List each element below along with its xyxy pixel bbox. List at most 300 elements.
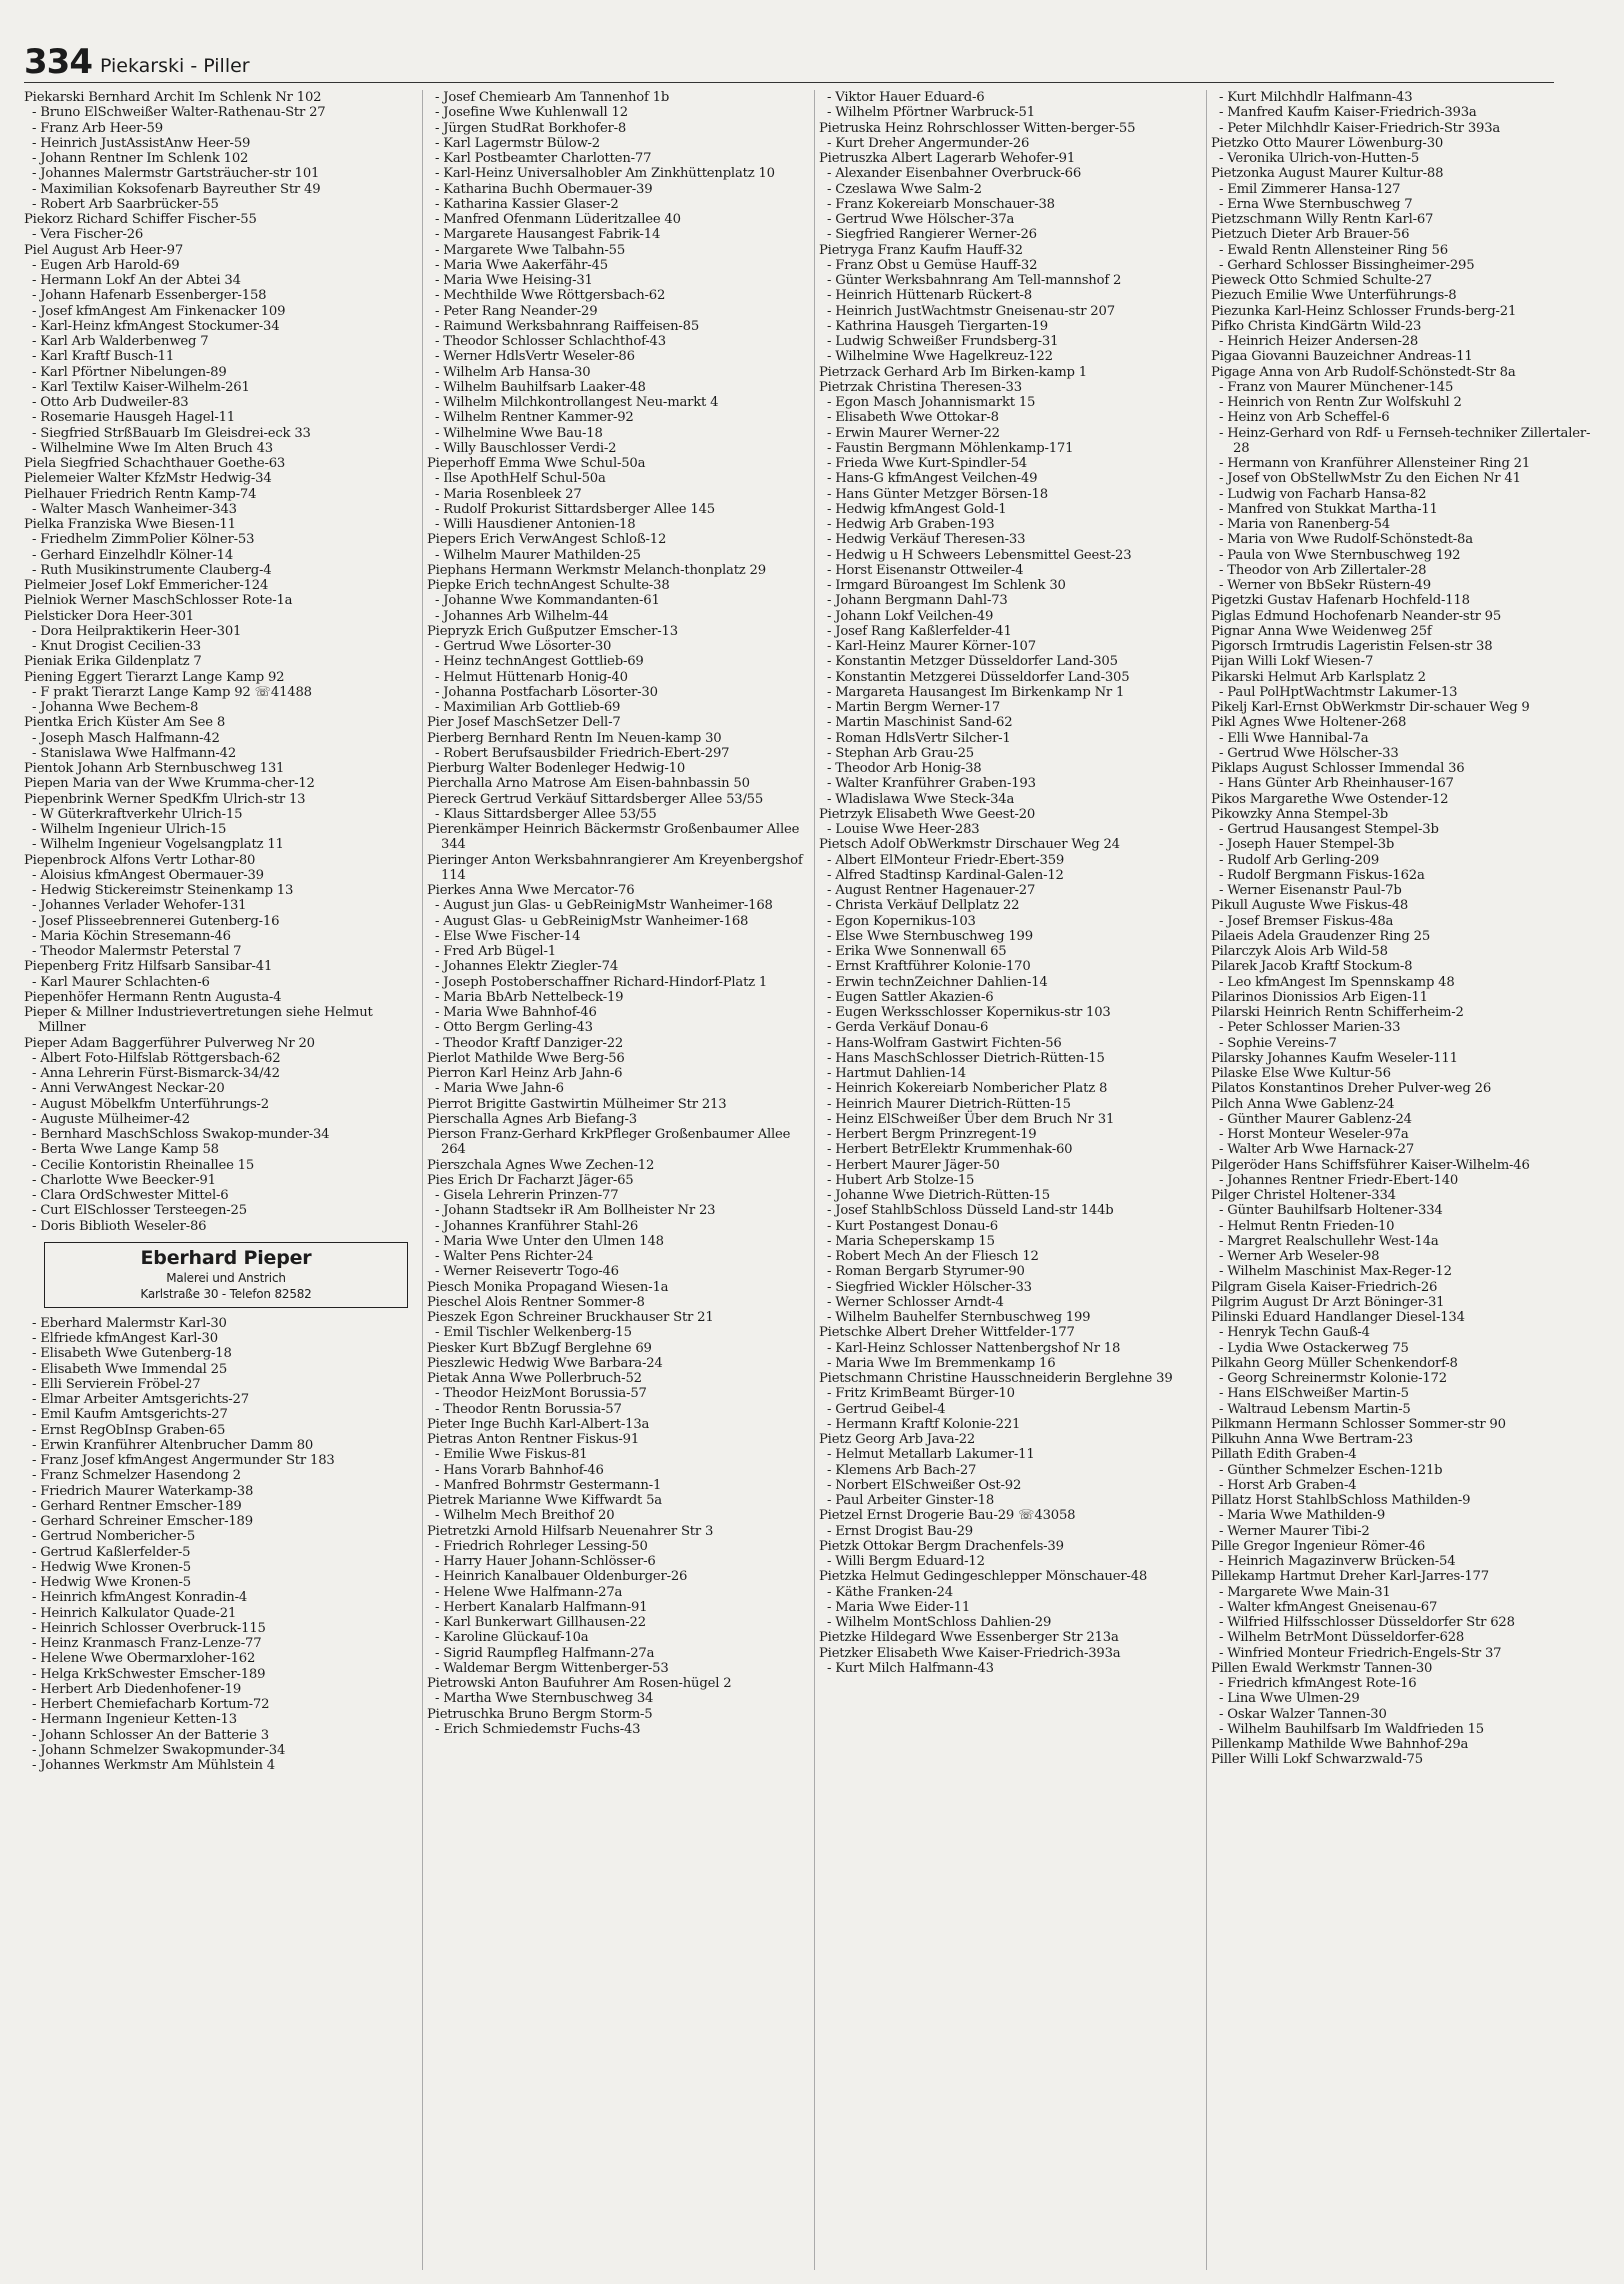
directory-entry: - Josef kfmAngest Am Finkenacker 109 xyxy=(32,303,286,319)
directory-entry: Piesch Monika Propagand Wiesen-1a xyxy=(427,1279,669,1295)
directory-entry: - Hans Vorarb Bahnhof-46 xyxy=(435,1462,604,1478)
directory-entry: Pietzuch Dieter Arb Brauer-56 xyxy=(1211,227,1410,243)
directory-entry: - Robert Arb Saarbrücker-55 xyxy=(32,196,219,212)
directory-entry: - Maria Wwe Unter den Ulmen 148 xyxy=(435,1233,664,1249)
directory-entry: Pierson Franz-Gerhard KrkPfleger Großenbaumer Allee 264 xyxy=(427,1127,791,1158)
directory-entry: - Joseph Masch Halfmann-42 xyxy=(32,730,220,746)
directory-entry: - Josef Chemiearb Am Tannenhof 1b xyxy=(435,90,670,105)
directory-entry: - Fritz KrimBeamt Bürger-10 xyxy=(827,1386,1015,1402)
directory-entry: - Werner von BbSekr Rüstern-49 xyxy=(1219,578,1431,593)
directory-entry: - Else Wwe Fischer-14 xyxy=(435,928,581,944)
directory-entry: - Herbert Arb Diedenhofener-19 xyxy=(32,1681,242,1697)
directory-entry: - Franz Obst u Gemüse Hauff-32 xyxy=(827,257,1038,273)
directory-entry: Piepenhöfer Hermann Rentn Augusta-4 xyxy=(24,989,282,1005)
directory-entry: - Otto Bergm Gerling-43 xyxy=(435,1020,593,1036)
directory-entry: - August jun Glas- u GebReinigMstr Wanheimer-168 xyxy=(435,898,773,914)
directory-entry: - Peter Milchhdlr Kaiser-Friedrich-Str 393a xyxy=(1219,120,1501,136)
directory-entry: Pietzko Otto Maurer Löwenburg-30 xyxy=(1211,135,1444,151)
directory-entry: - Hedwig Arb Graben-193 xyxy=(827,517,995,532)
directory-entry: - Albert ElMonteur Friedr-Ebert-359 xyxy=(827,852,1065,868)
directory-entry: Pierburg Walter Bodenleger Hedwig-10 xyxy=(427,761,686,776)
directory-entry: - Heinrich Maurer Dietrich-Rütten-15 xyxy=(827,1096,1071,1112)
directory-entry: - Franz Kokereiarb Monschauer-38 xyxy=(827,196,1055,212)
directory-entry: - Doris Biblioth Weseler-86 xyxy=(32,1218,207,1234)
directory-entry: Pielka Franziska Wwe Biesen-11 xyxy=(24,517,236,532)
directory-entry: - Friedrich Maurer Waterkamp-38 xyxy=(32,1483,254,1499)
directory-entry: - Ernst Kraftführer Kolonie-170 xyxy=(827,959,1031,975)
directory-entry: - Johanna Wwe Bechem-8 xyxy=(32,700,199,715)
directory-entry: Pieper Adam Baggerführer Pulverweg Nr 20 xyxy=(24,1035,315,1051)
directory-entry: - Emil Zimmerer Hansa-127 xyxy=(1219,181,1401,197)
directory-entry: Piepers Erich VerwAngest Schloß-12 xyxy=(427,532,667,548)
directory-entry: - Erwin Kranführer Altenbrucher Damm 80 xyxy=(32,1437,314,1453)
directory-entry: - Karoline Glückauf-10a xyxy=(435,1630,589,1646)
ad-tagline: Malerei und Anstrich xyxy=(166,1270,286,1285)
directory-entry: - Helga KrkSchwester Emscher-189 xyxy=(32,1666,266,1682)
directory-entry: - Heinrich JustWachtmstr Gneisenau-str 207 xyxy=(827,303,1115,319)
directory-entry: Pietryga Franz Kaufm Hauff-32 xyxy=(819,242,1023,258)
directory-entry: - Wilhelm Maschinist Max-Reger-12 xyxy=(1219,1264,1452,1280)
directory-entry: - Wilhelm MontSchloss Dahlien-29 xyxy=(827,1615,1052,1630)
directory-entry: - Peter Schlosser Marien-33 xyxy=(1219,1020,1401,1036)
directory-entry: - Stanislawa Wwe Halfmann-42 xyxy=(32,745,237,761)
directory-entry: Pieschel Alois Rentner Sommer-8 xyxy=(427,1294,645,1310)
directory-entry: - Heinrich JustAssistAnw Heer-59 xyxy=(32,135,251,151)
directory-entry: - Johannes Elektr Ziegler-74 xyxy=(435,959,619,975)
directory-entry: - Eugen Werksschlosser Kopernikus-str 103 xyxy=(827,1005,1111,1020)
directory-entry: - Charlotte Wwe Beecker-91 xyxy=(32,1172,216,1188)
directory-entry: - Werner Schlosser Arndt-4 xyxy=(827,1294,1004,1310)
directory-entry: Pignar Anna Wwe Weidenweg 25f xyxy=(1211,623,1432,639)
directory-entry: - Siegfried StrßBauarb Im Gleisdrei-eck 33 xyxy=(32,425,311,441)
directory-entry: - Theodor Arb Honig-38 xyxy=(827,761,982,776)
directory-entry: - Auguste Mülheimer-42 xyxy=(32,1111,190,1127)
directory-entry: - Friedrich Rohrleger Lessing-50 xyxy=(435,1538,648,1554)
directory-entry: - Stephan Arb Grau-25 xyxy=(827,745,974,761)
directory-entry: - Heinrich kfmAngest Konradin-4 xyxy=(32,1590,248,1606)
directory-entry: - Roman HdlsVertr Silcher-1 xyxy=(827,730,1011,746)
directory-entry: Pierron Karl Heinz Arb Jahn-6 xyxy=(427,1066,623,1081)
directory-entry: - Rudolf Bergmann Fiskus-162a xyxy=(1219,867,1425,883)
directory-entry: - Heinrich Kanalbauer Oldenburger-26 xyxy=(435,1569,688,1585)
directory-entry: - Maria Wwe Eider-11 xyxy=(827,1599,971,1615)
directory-entry: - Kurt Postangest Donau-6 xyxy=(827,1218,998,1234)
directory-entry: - Wilhelmine Wwe Hagelkreuz-122 xyxy=(827,349,1053,365)
directory-entry: - Franz von Maurer Münchener-145 xyxy=(1219,379,1454,395)
directory-entry: Pielniok Werner MaschSchlosser Rote-1a xyxy=(24,593,293,609)
directory-entry: - Margareta Hausangest Im Birkenkamp Nr 1 xyxy=(827,684,1125,700)
directory-entry: - Kurt Milch Halfmann-43 xyxy=(827,1660,994,1676)
directory-entry: - Helmut Hüttenarb Honig-40 xyxy=(435,669,628,685)
directory-entry: - Horst Arb Graben-4 xyxy=(1219,1477,1357,1493)
directory-column-3 xyxy=(814,90,1204,2270)
directory-entry: Pillatz Horst StahlbSchloss Mathilden-9 xyxy=(1211,1493,1471,1508)
directory-entry: - Theodor Kraftf Danziger-22 xyxy=(435,1035,624,1051)
directory-entry: Pietsch Adolf ObWerkmstr Dirschauer Weg 24 xyxy=(819,837,1120,853)
directory-entry: - Henryk Techn Gauß-4 xyxy=(1219,1325,1370,1341)
directory-entry: - Josef Plisseebrennerei Gutenberg-16 xyxy=(32,913,280,929)
directory-entry: Pietak Anna Wwe Pollerbruch-52 xyxy=(427,1371,642,1386)
directory-entry: Pijan Willi Lokf Wiesen-7 xyxy=(1211,654,1374,670)
directory-entry: - Karl Maurer Schlachten-6 xyxy=(32,974,210,990)
directory-entry: Pilgeröder Hans Schiffsführer Kaiser-Wilhelm-46 xyxy=(1211,1157,1530,1173)
directory-entry: Pietschke Albert Dreher Wittfelder-177 xyxy=(819,1325,1075,1341)
directory-entry: Piereck Gertrud Verkäuf Sittardsberger Allee 53/55 xyxy=(427,791,764,807)
directory-entry: - Paul Arbeiter Ginster-18 xyxy=(827,1493,995,1508)
directory-entry: Piepenberg Fritz Hilfsarb Sansibar-41 xyxy=(24,959,273,975)
directory-entry: - Willi Bergm Eduard-12 xyxy=(827,1554,985,1569)
directory-entry: - Theodor von Arb Zillertaler-28 xyxy=(1219,562,1427,578)
directory-entry: - Wilhelm Milchkontrollangest Neu-markt 4 xyxy=(435,395,719,410)
directory-entry: - Hans ElSchweißer Martin-5 xyxy=(1219,1386,1409,1402)
directory-entry: - Harry Hauer Johann-Schlösser-6 xyxy=(435,1554,656,1569)
column-1-entries-top xyxy=(24,90,416,1234)
directory-entry: - Hedwig Wwe Kronen-5 xyxy=(32,1575,191,1590)
directory-entry: - Wilhelmine Wwe Bau-18 xyxy=(435,425,603,441)
directory-entry: Piekorz Richard Schiffer Fischer-55 xyxy=(24,212,257,227)
directory-entry: - Ludwig von Facharb Hansa-82 xyxy=(1219,486,1427,502)
directory-entry: - Anni VerwAngest Neckar-20 xyxy=(32,1081,225,1097)
directory-entry: - Paul PolHptWachtmstr Lakumer-13 xyxy=(1219,684,1458,700)
directory-entry: - Heinrich Hüttenarb Rückert-8 xyxy=(827,288,1033,304)
directory-entry: - Horst Eisenanstr Ottweiler-4 xyxy=(827,562,1024,578)
directory-entry: - Rudolf Arb Gerling-209 xyxy=(1219,852,1380,868)
directory-entry: - Manfred von Stukkat Martha-11 xyxy=(1219,501,1438,517)
directory-entry: - Werner Maurer Tibi-2 xyxy=(1219,1523,1370,1539)
directory-entry: - Hans-Wolfram Gastwirt Fichten-56 xyxy=(827,1035,1062,1051)
directory-entry: - Joseph Hauer Stempel-3b xyxy=(1219,837,1395,853)
directory-entry: - Helmut Metallarb Lakumer-11 xyxy=(827,1447,1035,1463)
directory-entry: - Heinrich Schlosser Overbruck-115 xyxy=(32,1620,266,1636)
directory-entry: Pietzel Ernst Drogerie Bau-29 ☏43058 xyxy=(819,1508,1076,1524)
directory-entry: - Gertrud Hausangest Stempel-3b xyxy=(1219,822,1439,837)
directory-entry: - Elisabeth Wwe Gutenberg-18 xyxy=(32,1346,232,1362)
directory-entry: - Willi Hausdiener Antonien-18 xyxy=(435,517,636,532)
directory-entry: Pietrowski Anton Baufuhrer Am Rosen-hügel 2 xyxy=(427,1676,732,1691)
directory-entry: - Ernst RegObInsp Graben-65 xyxy=(32,1422,226,1438)
directory-entry: - Alexander Eisenbahner Overbruck-66 xyxy=(827,166,1082,182)
directory-entry: - Friedrich kfmAngest Rote-16 xyxy=(1219,1676,1417,1691)
directory-entry: - Johanne Wwe Kommandanten-61 xyxy=(435,593,660,609)
directory-entry: - Elisabeth Wwe Immendal 25 xyxy=(32,1361,228,1377)
directory-entry: - Leo kfmAngest Im Spennskamp 48 xyxy=(1219,974,1455,990)
directory-entry: - Franz Schmelzer Hasendong 2 xyxy=(32,1468,241,1484)
directory-entry: Pielemeier Walter KfzMstr Hedwig-34 xyxy=(24,471,272,487)
directory-entry: Pilger Christel Holtener-334 xyxy=(1211,1188,1396,1203)
directory-entry: - Albert Foto-Hilfslab Röttgersbach-62 xyxy=(32,1050,281,1066)
directory-entry: - Egon Masch Johannismarkt 15 xyxy=(827,395,1036,410)
directory-entry: - Johannes Arb Wilhelm-44 xyxy=(435,608,609,624)
directory-entry: - Hans Günter Arb Rheinhauser-167 xyxy=(1219,776,1454,792)
directory-entry: - Heinz-Gerhard von Rdf- u Fernseh-techniker Zillertaler-28 xyxy=(1219,425,1591,456)
directory-entry: - Anna Lehrerin Fürst-Bismarck-34/42 xyxy=(32,1066,280,1081)
directory-entry: - Wilhelm Ingenieur Vogelsangplatz 11 xyxy=(32,837,284,853)
directory-entry: - Viktor Hauer Eduard-6 xyxy=(827,90,985,105)
directory-entry: Piepen Maria van der Wwe Krumma-cher-12 xyxy=(24,776,315,792)
directory-entry: - Kathrina Hausgeh Tiergarten-19 xyxy=(827,318,1048,334)
directory-entry: Pietz Georg Arb Java-22 xyxy=(819,1432,976,1447)
directory-entry: Pikowzky Anna Stempel-3b xyxy=(1211,806,1389,822)
directory-entry: - Robert Mech An der Fliesch 12 xyxy=(827,1249,1039,1264)
directory-entry: Pifko Christa KindGärtn Wild-23 xyxy=(1211,318,1422,334)
directory-entry: Piel August Arb Heer-97 xyxy=(24,242,184,258)
directory-entry: - Karl Postbeamter Charlotten-77 xyxy=(435,151,652,166)
directory-entry: Pikl Agnes Wwe Holtener-268 xyxy=(1211,715,1407,731)
directory-entry: Pillekamp Hartmut Dreher Karl-Jarres-177 xyxy=(1211,1569,1489,1585)
directory-entry: - Gerhard Rentner Emscher-189 xyxy=(32,1498,242,1514)
directory-entry: Piepke Erich technAngest Schulte-38 xyxy=(427,578,670,593)
directory-entry: - Walter Kranführer Graben-193 xyxy=(827,776,1036,792)
directory-entry: Pilinski Eduard Handlanger Diesel-134 xyxy=(1211,1310,1465,1325)
directory-entry: - Sigrid Raumpfleg Halfmann-27a xyxy=(435,1645,655,1661)
directory-entry: Pierrot Brigitte Gastwirtin Mülheimer Str 213 xyxy=(427,1096,727,1112)
directory-entry: - Maria Wwe Aakerfähr-45 xyxy=(435,257,608,273)
directory-entry: - Johann Schmelzer Swakopmunder-34 xyxy=(32,1742,286,1758)
directory-entry: - Norbert ElSchweißer Ost-92 xyxy=(827,1477,1022,1493)
directory-entry: - Martin Maschinist Sand-62 xyxy=(827,715,1013,731)
directory-column-1 xyxy=(24,90,416,2270)
directory-entry: Pietzke Hildegard Wwe Essenberger Str 213a xyxy=(819,1630,1119,1646)
directory-entry: - Theodor HeizMont Borussia-57 xyxy=(435,1386,647,1402)
directory-entry: - Lydia Wwe Ostackerweg 75 xyxy=(1219,1340,1409,1356)
directory-entry: - Josefine Wwe Kuhlenwall 12 xyxy=(435,105,628,121)
directory-entry: - Helene Wwe Halfmann-27a xyxy=(435,1584,623,1600)
page-number: 334 xyxy=(24,42,92,82)
directory-entry: - Curt ElSchlosser Tersteegen-25 xyxy=(32,1203,247,1219)
directory-entry: - Waldemar Bergm Wittenberger-53 xyxy=(435,1660,669,1676)
directory-entry: - Mechthilde Wwe Röttgersbach-62 xyxy=(435,288,666,304)
directory-entry: - Vera Fischer-26 xyxy=(32,227,144,243)
directory-entry: - Wilhelm Ingenieur Ulrich-15 xyxy=(32,822,227,837)
directory-entry: Pigetzki Gustav Hafenarb Hochfeld-118 xyxy=(1211,593,1470,609)
directory-entry: - Gertrud Geibel-4 xyxy=(827,1401,946,1417)
directory-entry: - Helene Wwe Obermarxloher-162 xyxy=(32,1651,256,1667)
directory-entry: - Katharina Buchh Obermauer-39 xyxy=(435,181,653,197)
directory-entry: Pilarinos Dionissios Arb Eigen-11 xyxy=(1211,989,1428,1005)
directory-entry: - Gerhard Schreiner Emscher-189 xyxy=(32,1514,253,1529)
directory-entry: - Konstantin Metzgerei Düsseldorfer Land-305 xyxy=(827,669,1130,685)
directory-entry: Pilkahn Georg Müller Schenkendorf-8 xyxy=(1211,1355,1458,1371)
directory-entry: Pierlot Mathilde Wwe Berg-56 xyxy=(427,1050,625,1066)
directory-entry: - Manfred Kaufm Kaiser-Friedrich-393a xyxy=(1219,105,1477,121)
directory-entry: Pigage Anna von Arb Rudolf-Schönstedt-Str 8a xyxy=(1211,364,1516,380)
directory-entry: Pielmeier Josef Lokf Emmericher-124 xyxy=(24,578,269,593)
directory-entry: - Hartmut Dahlien-14 xyxy=(827,1066,967,1081)
directory-entry: Pieringer Anton Werksbahnrangierer Am Kreyenbergshof 114 xyxy=(427,852,803,883)
directory-entry: - Hermann Ingenieur Ketten-13 xyxy=(32,1712,237,1728)
directory-entry: - Alfred Stadtinsp Kardinal-Galen-12 xyxy=(827,867,1064,883)
directory-entry: Piesker Kurt BbZugf Berglehne 69 xyxy=(427,1340,652,1356)
directory-entry: - Johann Lokf Veilchen-49 xyxy=(827,608,994,624)
directory-entry: - Maria von Wwe Rudolf-Schönstedt-8a xyxy=(1219,532,1473,548)
directory-entry: - Günter Werksbahnrang Am Tell-mannshof 2 xyxy=(827,273,1122,288)
directory-entry: - Hedwig Stickereimstr Steinenkamp 13 xyxy=(32,883,294,898)
directory-entry: Pierchalla Arno Matrose Am Eisen-bahnbassin 50 xyxy=(427,776,750,792)
directory-entry: - Joseph Postoberschaffner Richard-Hindorf-Platz 1 xyxy=(435,974,768,990)
directory-entry: - Frieda Wwe Kurt-Spindler-54 xyxy=(827,456,1027,471)
directory-entry: Pietrzyk Elisabeth Wwe Geest-20 xyxy=(819,806,1036,822)
directory-entry: - Gerhard Schlosser Bissingheimer-295 xyxy=(1219,257,1475,273)
directory-entry: - Paula von Wwe Sternbuschweg 192 xyxy=(1219,547,1461,563)
directory-entry: Piepryzk Erich Gußputzer Emscher-13 xyxy=(427,623,678,639)
directory-entry: Pilarek Jacob Kraftf Stockum-8 xyxy=(1211,959,1413,975)
directory-entry: Pigorsch Irmtrudis Lageristin Felsen-str 38 xyxy=(1211,639,1493,654)
directory-entry: Pille Gregor Ingenieur Römer-46 xyxy=(1211,1538,1426,1554)
directory-entry: - Werner HdlsVertr Weseler-86 xyxy=(435,349,635,365)
directory-entry: - Wilfried Hilfsschlosser Düsseldorfer Str 628 xyxy=(1219,1615,1515,1630)
directory-entry: - Wilhelmine Wwe Im Alten Bruch 43 xyxy=(32,440,273,456)
directory-entry: - Karl Textilw Kaiser-Wilhelm-261 xyxy=(32,379,250,395)
directory-entry: Pietrek Marianne Wwe Kiffwardt 5a xyxy=(427,1493,662,1508)
directory-entry: - Friedhelm ZimmPolier Kölner-53 xyxy=(32,532,255,548)
directory-entry: - Werner Eisenanstr Paul-7b xyxy=(1219,883,1402,898)
directory-entry: - Ilse ApothHelf Schul-50a xyxy=(435,471,606,487)
directory-entry: - Gertrud Wwe Lösorter-30 xyxy=(435,639,612,654)
directory-entry: - Theodor Malermstr Peterstal 7 xyxy=(32,944,242,959)
directory-entry: - Maria Wwe Jahn-6 xyxy=(435,1081,564,1097)
directory-entry: - Wilhelm Maurer Mathilden-25 xyxy=(435,547,641,563)
directory-entry: - Johannes Kranführer Stahl-26 xyxy=(435,1218,639,1234)
directory-entry: Pietrzak Christina Theresen-33 xyxy=(819,379,1022,395)
directory-entry: - Wilhelm Bauhelfer Sternbuschweg 199 xyxy=(827,1310,1091,1325)
directory-entry: - Theodor Schlosser Schlachthof-43 xyxy=(435,334,666,349)
directory-entry: - Hedwig Wwe Kronen-5 xyxy=(32,1559,191,1575)
directory-entry: Pilkuhn Anna Wwe Bertram-23 xyxy=(1211,1432,1413,1447)
directory-entry: - Konstantin Metzger Düsseldorfer Land-305 xyxy=(827,654,1118,670)
directory-entry: - Hedwig Verkäuf Theresen-33 xyxy=(827,532,1026,548)
directory-entry: - Siegfried Wickler Hölscher-33 xyxy=(827,1279,1032,1295)
directory-entry: Pilarski Heinrich Rentn Schifferheim-2 xyxy=(1211,1005,1464,1020)
directory-entry: - Karl Kraftf Busch-11 xyxy=(32,349,175,365)
directory-entry: Pietzschmann Willy Rentn Karl-67 xyxy=(1211,212,1434,227)
directory-entry: - Karl-Heinz Universalhobler Am Zinkhüttenplatz 10 xyxy=(435,166,775,182)
directory-entry: - Karl-Heinz Schlosser Nattenbergshof Nr 18 xyxy=(827,1340,1121,1356)
directory-entry: Pilkmann Hermann Schlosser Sommer-str 90 xyxy=(1211,1416,1506,1432)
directory-entry: Pilgrim August Dr Arzt Böninger-31 xyxy=(1211,1294,1445,1310)
directory-entry: - Maximilian Koksofenarb Bayreuther Str 49 xyxy=(32,181,321,197)
directory-entry: - Margarete Wwe Main-31 xyxy=(1219,1584,1391,1600)
directory-entry: - Walter Arb Wwe Harnack-27 xyxy=(1219,1142,1415,1158)
directory-entry: - Karl Lagermstr Bülow-2 xyxy=(435,135,600,151)
directory-entry: - Clara OrdSchwester Mittel-6 xyxy=(32,1188,229,1203)
directory-entry: - Walter Masch Wanheimer-343 xyxy=(32,501,237,517)
directory-entry: Piening Eggert Tierarzt Lange Kamp 92 xyxy=(24,669,285,685)
directory-entry: - Erwin technZeichner Dahlien-14 xyxy=(827,974,1048,990)
directory-entry: - Maria von Ranenberg-54 xyxy=(1219,517,1390,532)
directory-entry: Pietrzack Gerhard Arb Im Birken-kamp 1 xyxy=(819,364,1087,380)
directory-entry: - Herbert Chemiefacharb Kortum-72 xyxy=(32,1697,270,1712)
directory-entry: - Christa Verkäuf Dellplatz 22 xyxy=(827,898,1020,914)
directory-entry: - Gerhard Einzelhdlr Kölner-14 xyxy=(32,547,234,563)
directory-entry: - Elisabeth Wwe Ottokar-8 xyxy=(827,410,999,426)
directory-entry: Pietzk Ottokar Bergm Drachenfels-39 xyxy=(819,1538,1064,1554)
directory-entry: - Eberhard Malermstr Karl-30 xyxy=(32,1315,227,1331)
directory-entry: Pillenkamp Mathilde Wwe Bahnhof-29a xyxy=(1211,1737,1469,1752)
directory-entry: - Gertrud Wwe Hölscher-37a xyxy=(827,212,1015,227)
directory-entry: Piepenbrink Werner SpedKfm Ulrich-str 13 xyxy=(24,791,306,807)
directory-entry: - Wilhelm Pförtner Warbruck-51 xyxy=(827,105,1035,121)
directory-entry: - Karl Pförtner Nibelungen-89 xyxy=(32,364,227,380)
directory-entry: Pielhauer Friedrich Rentn Kamp-74 xyxy=(24,486,257,502)
directory-entry: - Erika Wwe Sonnenwall 65 xyxy=(827,944,1007,959)
directory-entry: - Walter Pens Richter-24 xyxy=(435,1249,594,1264)
directory-entry: Pieweck Otto Schmied Schulte-27 xyxy=(1211,273,1432,288)
directory-entry: Pieszlewic Hedwig Wwe Barbara-24 xyxy=(427,1355,663,1371)
directory-entry: - Hubert Arb Stolze-15 xyxy=(827,1172,975,1188)
directory-entry: Pieter Inge Buchh Karl-Albert-13a xyxy=(427,1416,650,1432)
directory-entry: - Veronika Ulrich-von-Hutten-5 xyxy=(1219,151,1420,166)
directory-entry: - Rudolf Prokurist Sittardsberger Allee 145 xyxy=(435,501,715,517)
directory-entry: Pilaske Else Wwe Kultur-56 xyxy=(1211,1066,1391,1081)
directory-entry: - Emilie Wwe Fiskus-81 xyxy=(435,1447,588,1463)
directory-entry: - Josef Bremser Fiskus-48a xyxy=(1219,913,1394,929)
directory-entry: Pillen Ewald Werkmstr Tannen-30 xyxy=(1211,1660,1433,1676)
directory-entry: - Irmgard Büroangest Im Schlenk 30 xyxy=(827,578,1066,593)
directory-entry: - August Möbelkfm Unterführungs-2 xyxy=(32,1096,269,1112)
directory-entry: - Johann Bergmann Dahl-73 xyxy=(827,593,1008,609)
directory-entry: - Bruno ElSchweißer Walter-Rathenau-Str 27 xyxy=(32,105,326,121)
directory-entry: - Wilhelm Mech Breithof 20 xyxy=(435,1508,615,1524)
directory-entry: Pilarsky Johannes Kaufm Weseler-111 xyxy=(1211,1050,1458,1066)
directory-entry: Pientok Johann Arb Sternbuschweg 131 xyxy=(24,761,285,776)
directory-entry: - Hermann von Kranführer Allensteiner Ring 21 xyxy=(1219,456,1531,471)
directory-column-4 xyxy=(1206,90,1600,2270)
directory-entry: - Egon Kopernikus-103 xyxy=(827,913,976,929)
directory-entry: - Johannes Malermstr Gartsträucher-str 101 xyxy=(32,166,320,182)
page-header xyxy=(24,38,1554,83)
directory-column-2 xyxy=(422,90,812,2270)
directory-entry: - Bernhard MaschSchloss Swakop-munder-34 xyxy=(32,1127,330,1142)
directory-entry: - Margarete Wwe Talbahn-55 xyxy=(435,242,626,258)
directory-entry: - Hans-G kfmAngest Veilchen-49 xyxy=(827,471,1038,487)
directory-entry: - Hans MaschSchlosser Dietrich-Rütten-15 xyxy=(827,1050,1105,1066)
directory-entry: - Eugen Arb Harold-69 xyxy=(32,257,180,273)
directory-entry: - Hedwig kfmAngest Gold-1 xyxy=(827,501,1007,517)
directory-entry: - Gerda Verkäuf Donau-6 xyxy=(827,1020,989,1036)
directory-entry: Pieperhoff Emma Wwe Schul-50a xyxy=(427,456,646,471)
directory-entry: Pietruszka Albert Lagerarb Wehofer-91 xyxy=(819,151,1076,166)
directory-entry: Pieniak Erika Gildenplatz 7 xyxy=(24,654,202,670)
directory-entry: Pilgram Gisela Kaiser-Friedrich-26 xyxy=(1211,1279,1438,1295)
directory-entry: - Gertrud Wwe Hölscher-33 xyxy=(1219,745,1399,761)
directory-entry: Pilaeis Adela Graudenzer Ring 25 xyxy=(1211,928,1431,944)
directory-entry: - Heinz von Arb Scheffel-6 xyxy=(1219,410,1390,426)
directory-entry: - Gertrud Nombericher-5 xyxy=(32,1529,196,1545)
directory-entry: - Wilhelm Arb Hansa-30 xyxy=(435,364,591,380)
directory-entry: Pikull Auguste Wwe Fiskus-48 xyxy=(1211,898,1409,914)
directory-entry: Pieszek Egon Schreiner Bruckhauser Str 21 xyxy=(427,1310,714,1325)
directory-entry: - Elfriede kfmAngest Karl-30 xyxy=(32,1331,218,1346)
directory-entry: - Maria Wwe Im Bremmenkamp 16 xyxy=(827,1355,1056,1371)
directory-entry: Pientka Erich Küster Am See 8 xyxy=(24,715,226,731)
directory-entry: - Maria Wwe Mathilden-9 xyxy=(1219,1508,1386,1524)
directory-entry: - Jürgen StudRat Borkhofer-8 xyxy=(435,120,627,136)
directory-entry: Pier Josef MaschSetzer Dell-7 xyxy=(427,715,621,731)
directory-entry: - Waltraud Lebensm Martin-5 xyxy=(1219,1401,1411,1417)
directory-entry: Pikelj Karl-Ernst ObWerkmstr Dir-schauer Weg 9 xyxy=(1211,700,1530,715)
directory-entry: - Käthe Franken-24 xyxy=(827,1584,953,1600)
directory-entry: - Johanne Wwe Dietrich-Rütten-15 xyxy=(827,1188,1050,1203)
directory-entry: - Helmut Rentn Frieden-10 xyxy=(1219,1218,1395,1234)
directory-entry: - Eugen Sattler Akazien-6 xyxy=(827,989,994,1005)
directory-entry: - Heinrich Magazinverw Brücken-54 xyxy=(1219,1554,1456,1569)
directory-entry: - Ewald Rentn Allensteiner Ring 56 xyxy=(1219,242,1448,258)
directory-entry: - Hermann Lokf An der Abtei 34 xyxy=(32,273,241,288)
directory-entry: - Josef StahlbSchloss Düsseld Land-str 144b xyxy=(827,1203,1114,1219)
directory-entry: Pierkes Anna Wwe Mercator-76 xyxy=(427,883,635,898)
directory-entry: - Maria Köchin Stresemann-46 xyxy=(32,928,231,944)
directory-entry: - Wilhelm Rentner Kammer-92 xyxy=(435,410,634,426)
